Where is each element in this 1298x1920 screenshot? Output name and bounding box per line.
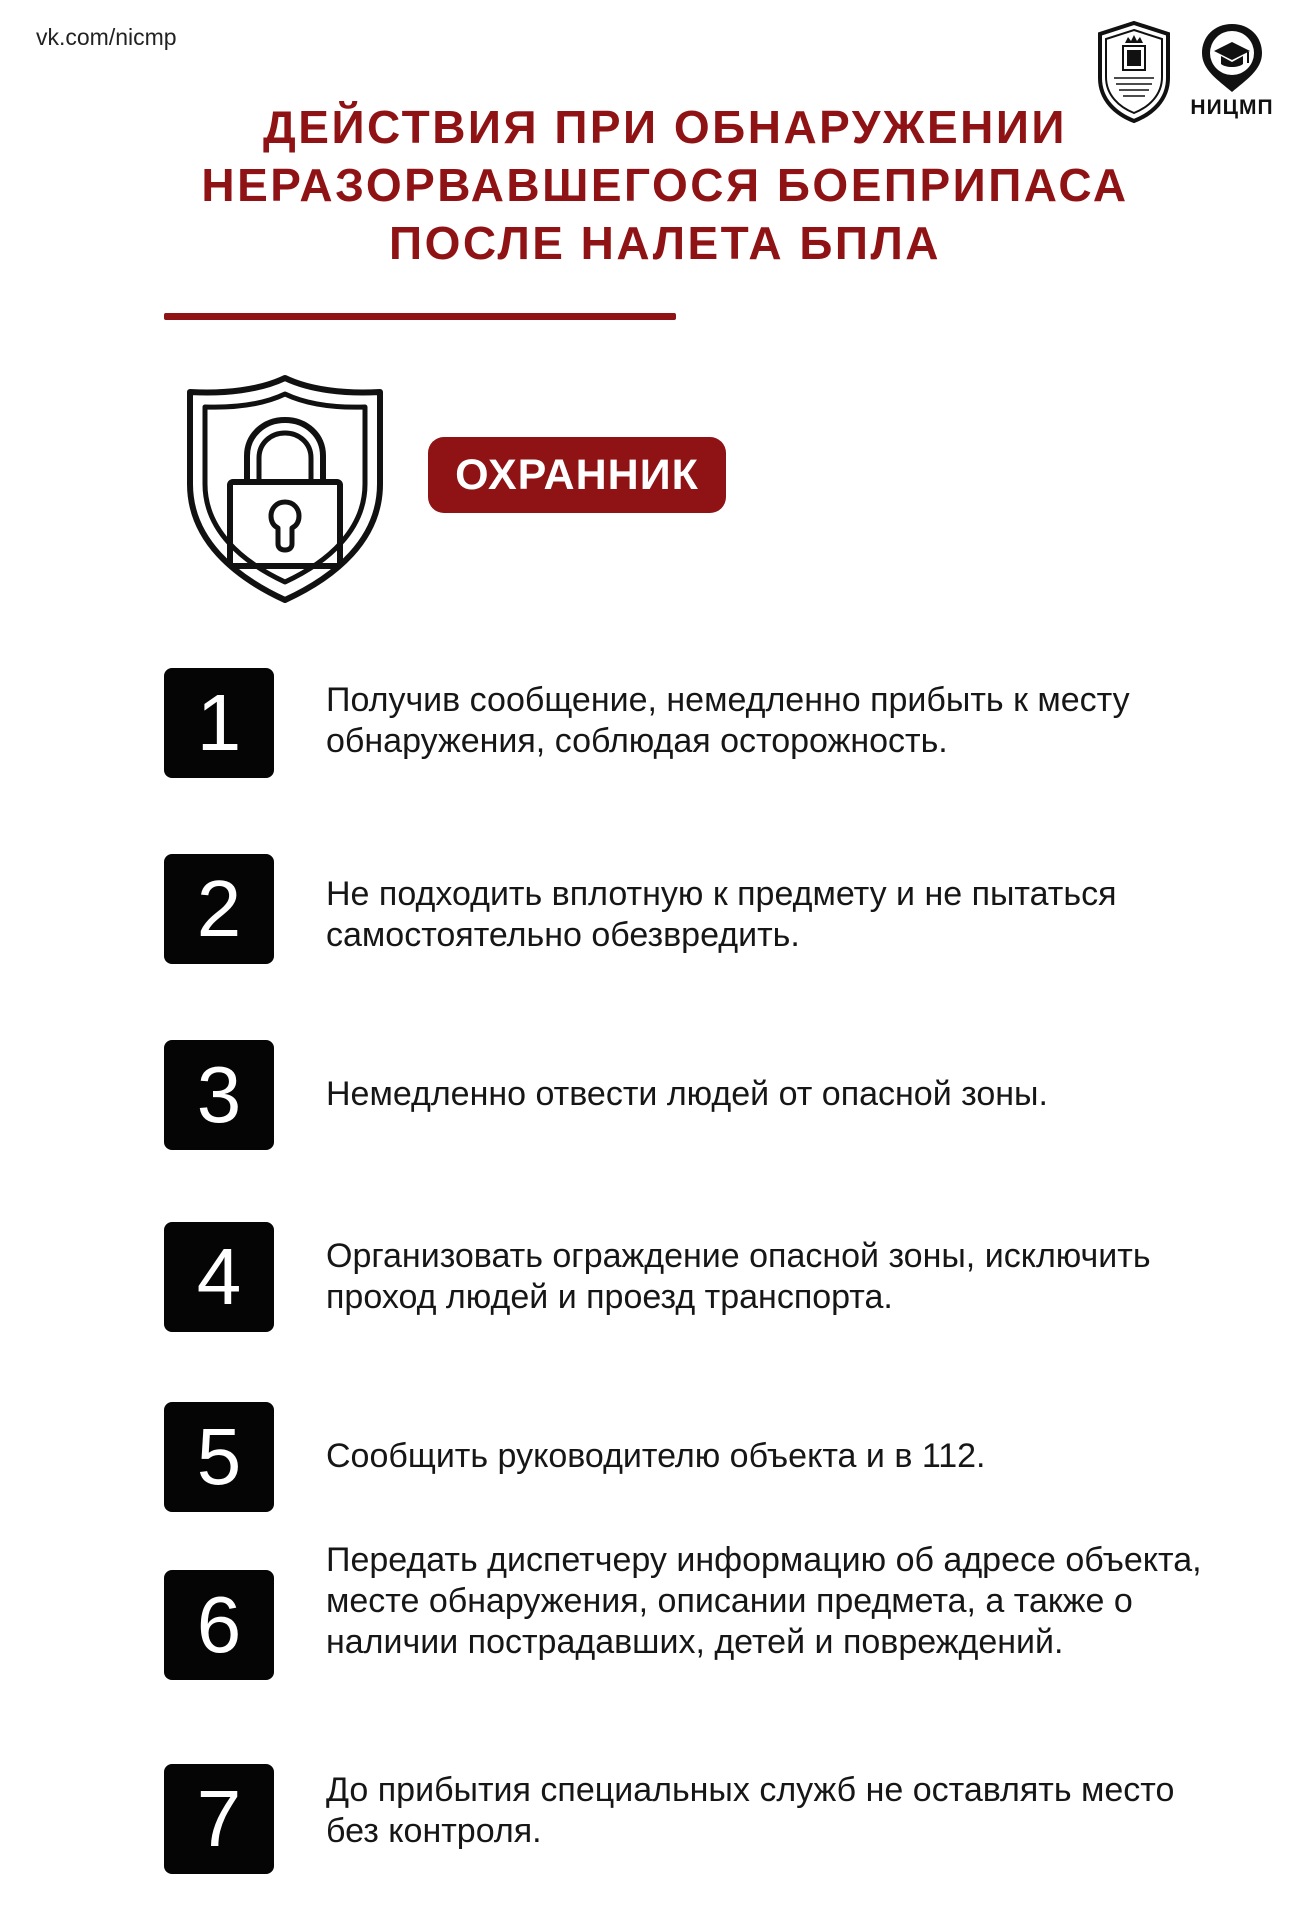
role-badge: ОХРАННИК [428, 437, 726, 513]
step-number: 4 [164, 1222, 274, 1332]
step-text: До прибытия специальных служб не оставлять место без контроля. [326, 1771, 1175, 1850]
graduation-cap-pin-icon [1180, 20, 1284, 94]
step-number: 2 [164, 854, 274, 964]
step-number: 5 [164, 1402, 274, 1512]
step-number: 6 [164, 1570, 274, 1680]
step-text: Передать диспетчеру информацию об адресе объекта, месте обнаружения, описании предмета, а также о наличии пострадавших, детей и повреждений. [326, 1541, 1202, 1661]
page-title [140, 98, 1190, 272]
title-line-3: ПОСЛЕ НАЛЕТА БПЛА [389, 217, 941, 269]
step-text: Получив сообщение, немедленно прибыть к месту обнаружения, соблюдая осторожность. [326, 681, 1130, 760]
step-number: 1 [164, 668, 274, 778]
title-divider [164, 313, 676, 320]
source-link[interactable]: vk.com/nicmp [36, 24, 177, 50]
step-text: Сообщить руководителю объекта и в 112. [326, 1437, 986, 1475]
step-number: 3 [164, 1040, 274, 1150]
step-number: 7 [164, 1764, 274, 1874]
step-text: Организовать ограждение опасной зоны, исключить проход людей и проезд транспорта. [326, 1237, 1151, 1316]
title-line-1: ДЕЙСТВИЯ ПРИ ОБНАРУЖЕНИИ [263, 101, 1067, 153]
title-line-2: НЕРАЗОРВАВШЕГОСЯ БОЕПРИПАСА [201, 159, 1129, 211]
shield-lock-icon [180, 372, 390, 607]
step-text: Немедленно отвести людей от опасной зоны. [326, 1075, 1048, 1113]
nicmp-logo [1180, 20, 1284, 130]
nicmp-label: НИЦМП [1190, 96, 1274, 119]
step-text: Не подходить вплотную к предмету и не пытаться самостоятельно обезвредить. [326, 875, 1117, 954]
